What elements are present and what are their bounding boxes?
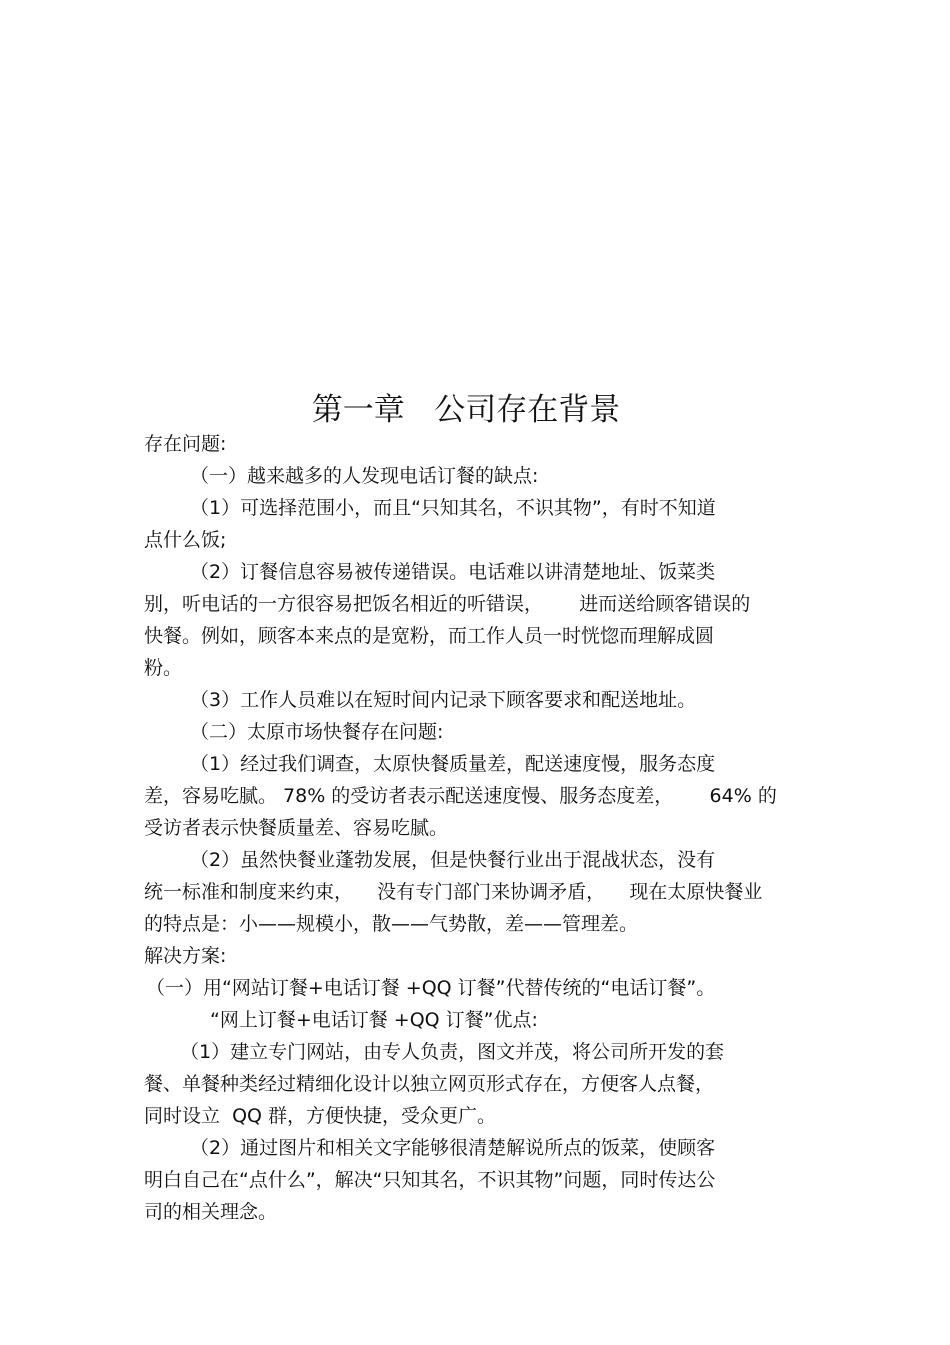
paragraph-line: 明白自己在“点什么”，解决“只知其名，不识其物”问题，同时传达公 xyxy=(144,1169,716,1191)
subsection-heading: “网上订餐+电话订餐 +QQ 订餐”优点: xyxy=(210,1009,538,1031)
paragraph-line: （2）虽然快餐业蓬勃发展，但是快餐行业出于混战状态，没有 xyxy=(190,849,716,871)
subsection-heading: （二）太原市场快餐存在问题: xyxy=(190,721,444,743)
paragraph-line: 的特点是：小——规模小，散——气势散，差——管理差。 xyxy=(144,913,639,935)
paragraph-line: （2）订餐信息容易被传递错误。电话难以讲清楚地址、饭菜类 xyxy=(190,561,716,583)
paragraph-line: 差，容易吃腻。 78% 的受访者表示配送速度慢、服务态度差， 64% 的 xyxy=(144,785,777,807)
section-heading-solutions: 解决方案: xyxy=(144,945,227,967)
section-heading-problems: 存在问题: xyxy=(144,433,227,455)
paragraph-line: 餐、单餐种类经过精细化设计以独立网页形式存在，方便客人点餐， xyxy=(144,1073,715,1095)
paragraph-line: 同时设立 QQ 群，方便快捷，受众更广。 xyxy=(144,1105,497,1127)
paragraph-line: 司的相关理念。 xyxy=(144,1201,278,1223)
subsection-heading: （一）用“网站订餐+电话订餐 +QQ 订餐”代替传统的“电话订餐”。 xyxy=(146,977,716,999)
paragraph-line: 点什么饭; xyxy=(144,529,227,551)
paragraph-line: （1）建立专门网站，由专人负责，图文并茂，将公司所开发的套 xyxy=(180,1041,725,1063)
paragraph-line: 粉。 xyxy=(144,657,183,679)
paragraph-line: 别，听电话的一方很容易把饭名相近的听错误， 进而送给顾客错误的 xyxy=(144,593,751,615)
paragraph-line: 受访者表示快餐质量差、容易吃腻。 xyxy=(144,817,449,839)
paragraph-line: 统一标准和制度来约束， 没有专门部门来协调矛盾， 现在太原快餐业 xyxy=(144,881,763,903)
paragraph-line: （1）可选择范围小，而且“只知其名，不识其物”，有时不知道 xyxy=(190,497,716,519)
subsection-heading: （一）越来越多的人发现电话订餐的缺点: xyxy=(190,465,539,487)
paragraph-line: （3）工作人员难以在短时间内记录下顾客要求和配送地址。 xyxy=(190,689,697,711)
chapter-title: 第一章 公司存在背景 xyxy=(311,392,621,428)
paragraph-line: 快餐。例如，顾客本来点的是宽粉，而工作人员一时恍惚而理解成圆 xyxy=(144,625,715,647)
paragraph-line: （2）通过图片和相关文字能够很清楚解说所点的饭菜，使顾客 xyxy=(190,1137,716,1159)
paragraph-line: （1）经过我们调查，太原快餐质量差，配送速度慢，服务态度 xyxy=(190,753,716,775)
